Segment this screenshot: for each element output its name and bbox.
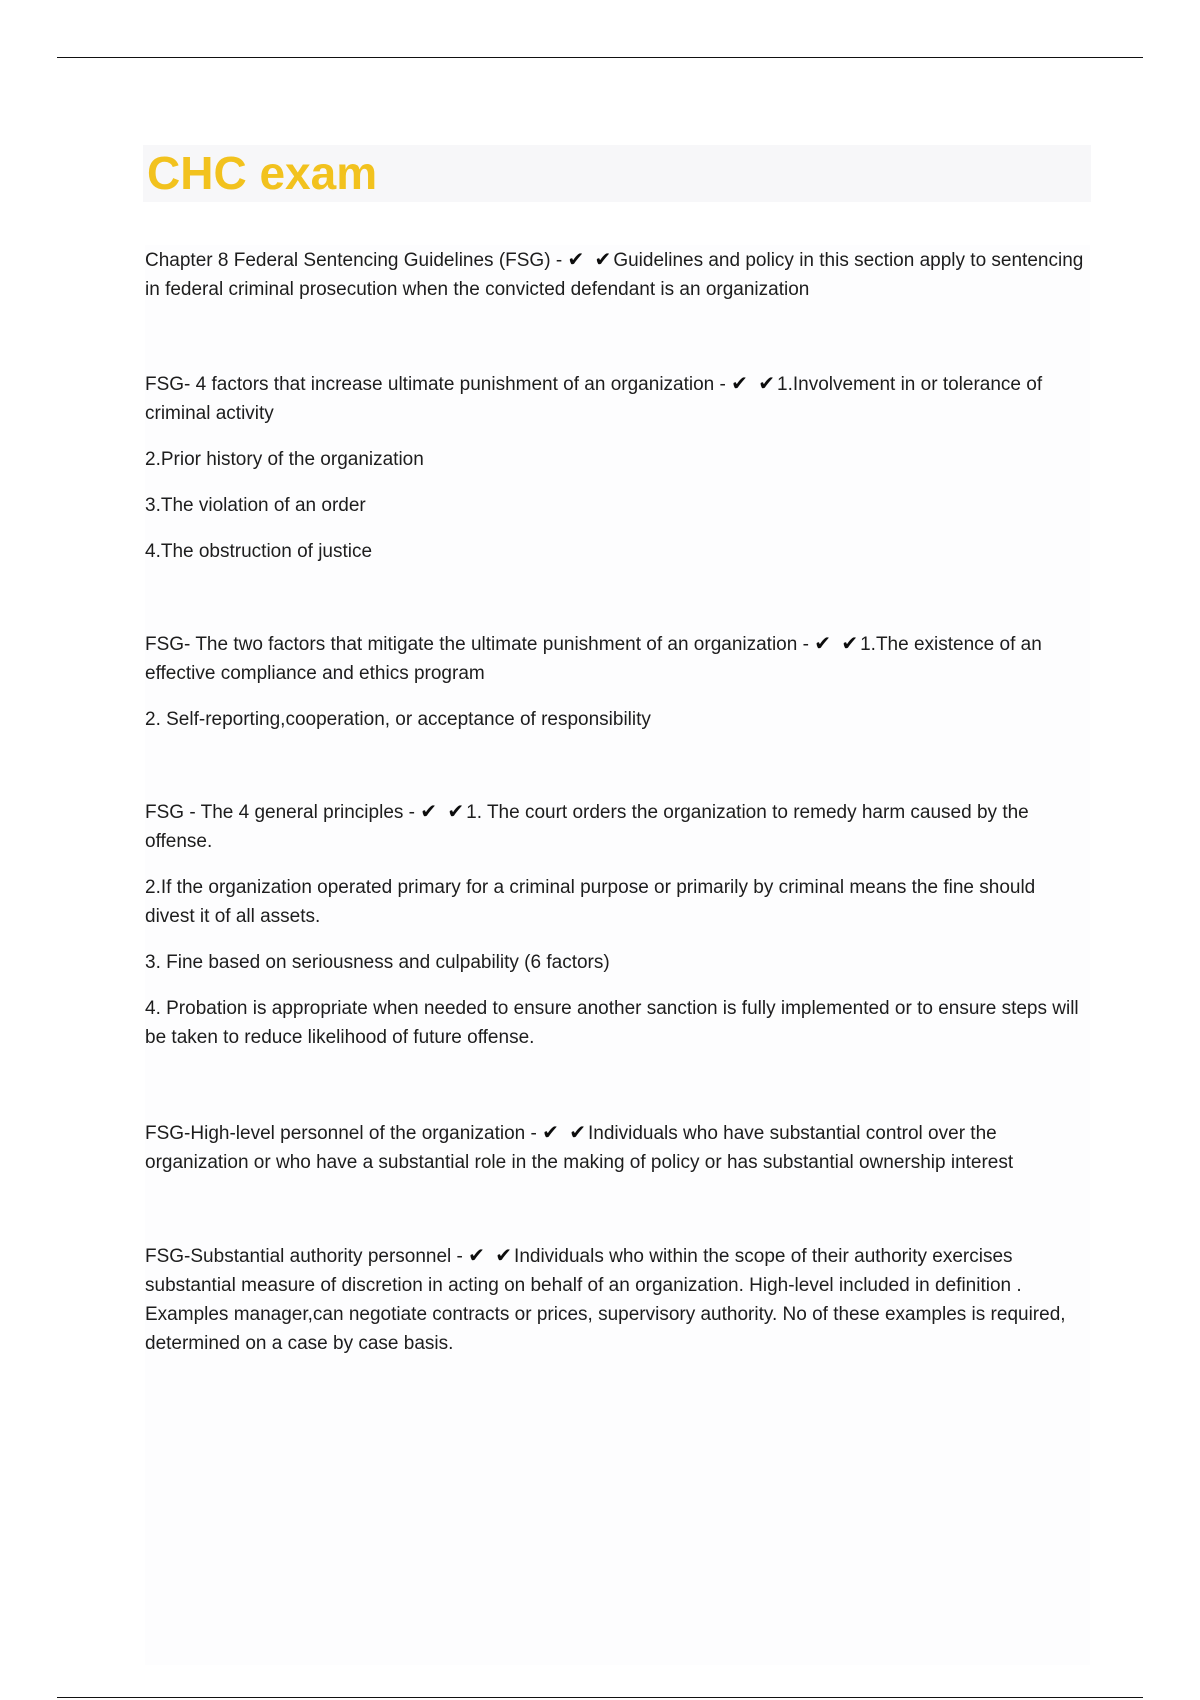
flashcard-text — [145, 629, 1090, 688]
answer-item: 3.The violation of an order — [145, 495, 366, 516]
answer-item: 2. Self-reporting,cooperation, or acceptance of responsibility — [145, 709, 651, 730]
term-text: Chapter 8 Federal Sentencing Guidelines (FSG) - — [145, 250, 563, 271]
answer-text: Guidelines and policy in this section apply to sentencing in federal criminal prosecution when the convicted defendant is an organization — [145, 250, 1084, 300]
answer-item: 2.Prior history of the organization — [145, 449, 424, 470]
answer-item: 4. Probation is appropriate when needed to ensure another sanction is fully implemented or to ensure steps will be taken to reduce likelihood of future offense. — [145, 998, 1079, 1048]
double-check-icon: ✔ ✔ — [542, 1120, 588, 1144]
double-check-icon: ✔ ✔ — [731, 371, 778, 395]
flashcard-list — [145, 245, 1090, 1665]
double-check-icon: ✔ ✔ — [567, 247, 614, 271]
answer-item: 3. Fine based on seriousness and culpability (6 factors) — [145, 952, 610, 973]
flashcard-2 — [145, 369, 1090, 566]
page-bottom-rule — [57, 1697, 1143, 1698]
answer-text: Individuals who have substantial control over the organization or who have a substantial role in the making of policy or has substantial ownership interest — [145, 1123, 1014, 1173]
term-text: FSG-Substantial authority personnel - — [145, 1246, 463, 1267]
document-title: CHC exam — [147, 147, 378, 199]
flashcard-6 — [145, 1241, 1090, 1358]
flashcard-3 — [145, 629, 1090, 734]
answer-text: Individuals who within the scope of their authority exercises substantial measure of discretion in acting on behalf of an organization. High-level included in definition . Examples manager,can negotiate contracts or prices, supervisory authority. No of these examples is required, determined on a case by case basis. — [145, 1246, 1066, 1354]
term-text: FSG - The 4 general principles - — [145, 802, 415, 823]
double-check-icon: ✔ ✔ — [420, 799, 467, 823]
double-check-icon: ✔ ✔ — [468, 1243, 515, 1267]
flashcard-4 — [145, 797, 1090, 1052]
term-text: FSG-High-level personnel of the organization - — [145, 1123, 537, 1144]
flashcard-text — [145, 369, 1090, 428]
term-text: FSG- 4 factors that increase ultimate punishment of an organization - — [145, 374, 726, 395]
flashcard-text — [145, 1241, 1090, 1358]
flashcard-1 — [145, 245, 1090, 304]
flashcard-text — [145, 797, 1090, 856]
flashcard-5 — [145, 1118, 1090, 1177]
flashcard-text — [145, 245, 1090, 304]
answer-item: 2.If the organization operated primary for a criminal purpose or primarily by criminal means the fine should divest it of all assets. — [145, 877, 1036, 927]
page-top-rule — [57, 57, 1143, 58]
answer-item: 4.The obstruction of justice — [145, 541, 373, 562]
answer-text: 1. The court orders the organization to remedy harm caused by the offense. — [145, 802, 1029, 852]
double-check-icon: ✔ ✔ — [814, 631, 861, 655]
term-text: FSG- The two factors that mitigate the ultimate punishment of an organization - — [145, 634, 809, 655]
flashcard-text — [145, 1118, 1090, 1177]
answer-text: 1.Involvement in or tolerance of criminal activity — [145, 374, 1043, 424]
answer-text: 1.The existence of an effective compliance and ethics program — [145, 634, 1042, 684]
